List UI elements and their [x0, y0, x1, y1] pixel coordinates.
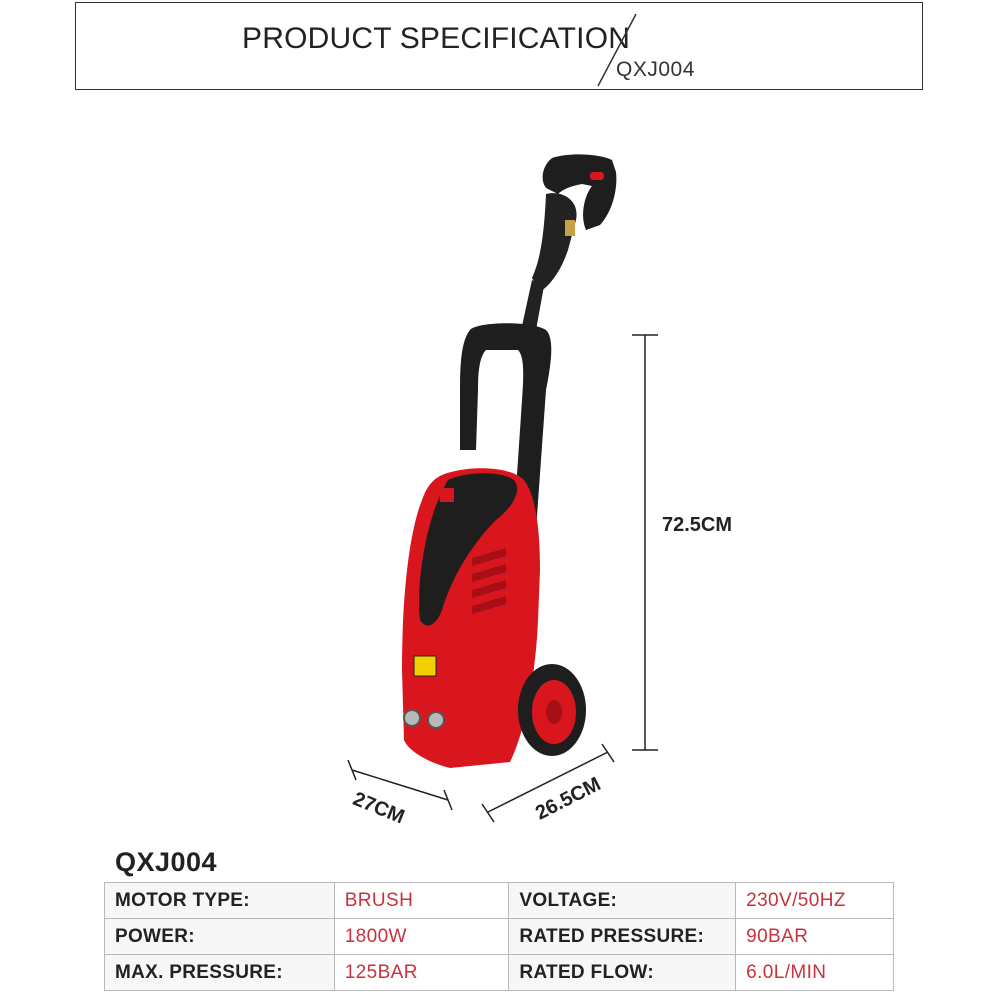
spec-label: VOLTAGE:: [509, 883, 736, 919]
spec-value: 6.0L/MIN: [736, 955, 894, 991]
width-dimension-label: 27CM: [349, 788, 408, 829]
table-row: [105, 919, 894, 955]
spec-value: 125BAR: [334, 955, 509, 991]
header-model-code: QXJ004: [616, 58, 695, 81]
table-row: [105, 955, 894, 991]
table-row: [105, 883, 894, 919]
spec-value: 1800W: [334, 919, 509, 955]
spec-value: 230V/50HZ: [736, 883, 894, 919]
spec-label: MAX. PRESSURE:: [105, 955, 335, 991]
spec-label: MOTOR TYPE:: [105, 883, 335, 919]
height-dimension-label: 72.5CM: [662, 514, 733, 536]
spec-value: 90BAR: [736, 919, 894, 955]
model-title: QXJ004: [115, 847, 218, 877]
spec-label: RATED PRESSURE:: [509, 919, 736, 955]
page-title: PRODUCT SPECIFICATION: [242, 22, 631, 55]
spec-label: RATED FLOW:: [509, 955, 736, 991]
depth-dimension-label: 26.5CM: [532, 773, 605, 825]
spec-label: POWER:: [105, 919, 335, 955]
spec-value: BRUSH: [334, 883, 509, 919]
spec-table: [104, 882, 894, 991]
